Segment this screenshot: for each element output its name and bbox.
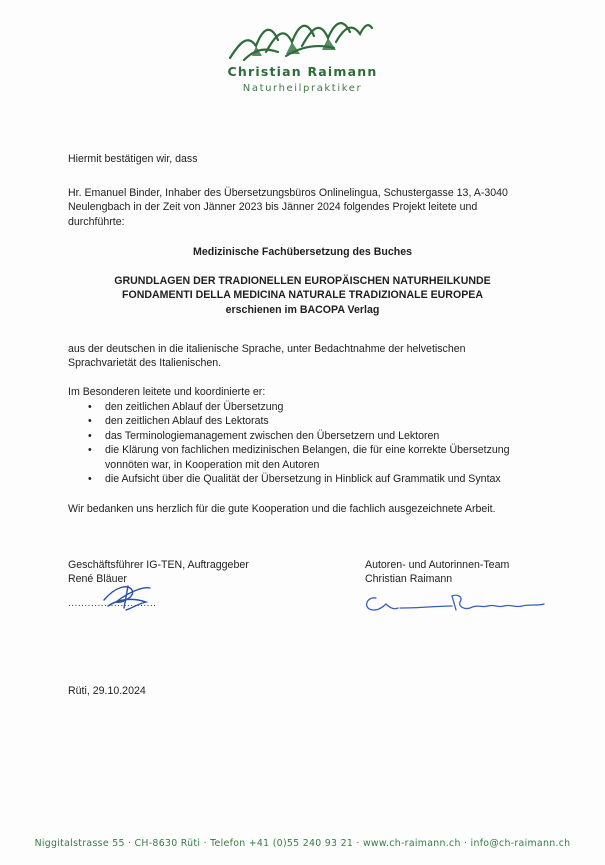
left-signer-name: René Bläuer bbox=[68, 573, 127, 586]
bullet-icon: • bbox=[88, 401, 92, 413]
task-item bbox=[68, 429, 548, 443]
book-title-italian: FONDAMENTI DELLA MEDICINA NATURALE TRADIZIONALE EUROPEA bbox=[122, 289, 483, 302]
bullet-icon: • bbox=[88, 444, 92, 457]
paragraph-2-line-2: Sprachvarietät des Italienischen. bbox=[68, 357, 222, 370]
letterhead-name: Christian Raimann bbox=[227, 64, 378, 79]
place-date: Rüti, 29.10.2024 bbox=[68, 685, 146, 697]
task-item-line: das Terminologiemanagement zwischen den Übersetzern und Lektoren bbox=[105, 429, 440, 442]
bullet-icon: • bbox=[88, 473, 92, 486]
task-item-line: den zeitlichen Ablauf des Lektorats bbox=[105, 415, 269, 428]
signature-block-right bbox=[365, 558, 585, 587]
letterhead bbox=[0, 0, 605, 100]
intro-line: Hiermit bestätigen wir, dass bbox=[68, 153, 198, 165]
bullet-icon: • bbox=[88, 429, 92, 442]
handwritten-signature-left bbox=[98, 580, 158, 612]
letterhead-subtitle: Naturheilpraktiker bbox=[242, 83, 363, 94]
paragraph-2 bbox=[68, 342, 538, 371]
task-item-line: die Aufsicht über die Qualität der Übersetzung in Hinblick auf Grammatik und Syntax bbox=[105, 473, 501, 486]
right-signer-name: Christian Raimann bbox=[365, 573, 453, 586]
handwritten-signature-right bbox=[360, 588, 550, 618]
signature-dotted-line: ........................... bbox=[68, 598, 157, 609]
thanks-line: Wir bedanken uns herzlich für die gute Kooperation und die fachlich ausgezeichnete Arbeit. bbox=[68, 503, 496, 515]
project-heading: Medizinische Fachübersetzung des Buches bbox=[193, 246, 412, 258]
task-item-line: die Klärung von fachlichen medizinischen Belangen, die für eine korrekte Übersetzung bbox=[105, 444, 510, 457]
letterhead-footer: Niggitalstrasse 55 · CH-8630 Rüti · Telefon +41 (0)55 240 93 21 · www.ch-raimann.ch · info@ch-raimann.ch bbox=[34, 838, 571, 849]
task-item-line: vonnöten war, in Kooperation mit den Autoren bbox=[105, 458, 320, 471]
task-item bbox=[68, 414, 548, 428]
task-item bbox=[68, 443, 548, 472]
task-item-line: den zeitlichen Ablauf der Übersetzung bbox=[105, 401, 284, 413]
right-signer-role: Autoren- und Autorinnen-Team bbox=[365, 559, 510, 571]
bullet-icon: • bbox=[88, 415, 92, 428]
book-title-german: GRUNDLAGEN DER TRADIONELLEN EUROPÄISCHEN NATURHEILKUNDE bbox=[114, 275, 491, 287]
book-titles bbox=[40, 274, 565, 317]
mountain-logo-icon bbox=[226, 12, 376, 64]
paragraph-2-line-1: aus der deutschen in die italienische Sprache, unter Bedachtnahme der helvetischen bbox=[68, 343, 466, 355]
left-signer-role: Geschäftsführer IG-TEN, Auftraggeber bbox=[68, 559, 249, 571]
paragraph-1-line-2: Neulengbach in der Zeit von Jänner 2023 bis Jänner 2024 folgendes Projekt leitete und bbox=[68, 201, 478, 214]
paragraph-1-line-1: Hr. Emanuel Binder, Inhaber des Übersetzungsbüros Onlinelingua, Schustergasse 13, A-3040 bbox=[68, 187, 508, 199]
task-item bbox=[68, 472, 548, 486]
task-item bbox=[68, 400, 548, 414]
paragraph-1-line-3: durchführte: bbox=[68, 215, 125, 228]
publisher-line: erschienen im BACOPA Verlag bbox=[225, 303, 380, 316]
task-list bbox=[68, 400, 548, 486]
paragraph-1 bbox=[68, 186, 538, 229]
tasks-intro: Im Besonderen leitete und koordinierte er: bbox=[68, 386, 266, 398]
